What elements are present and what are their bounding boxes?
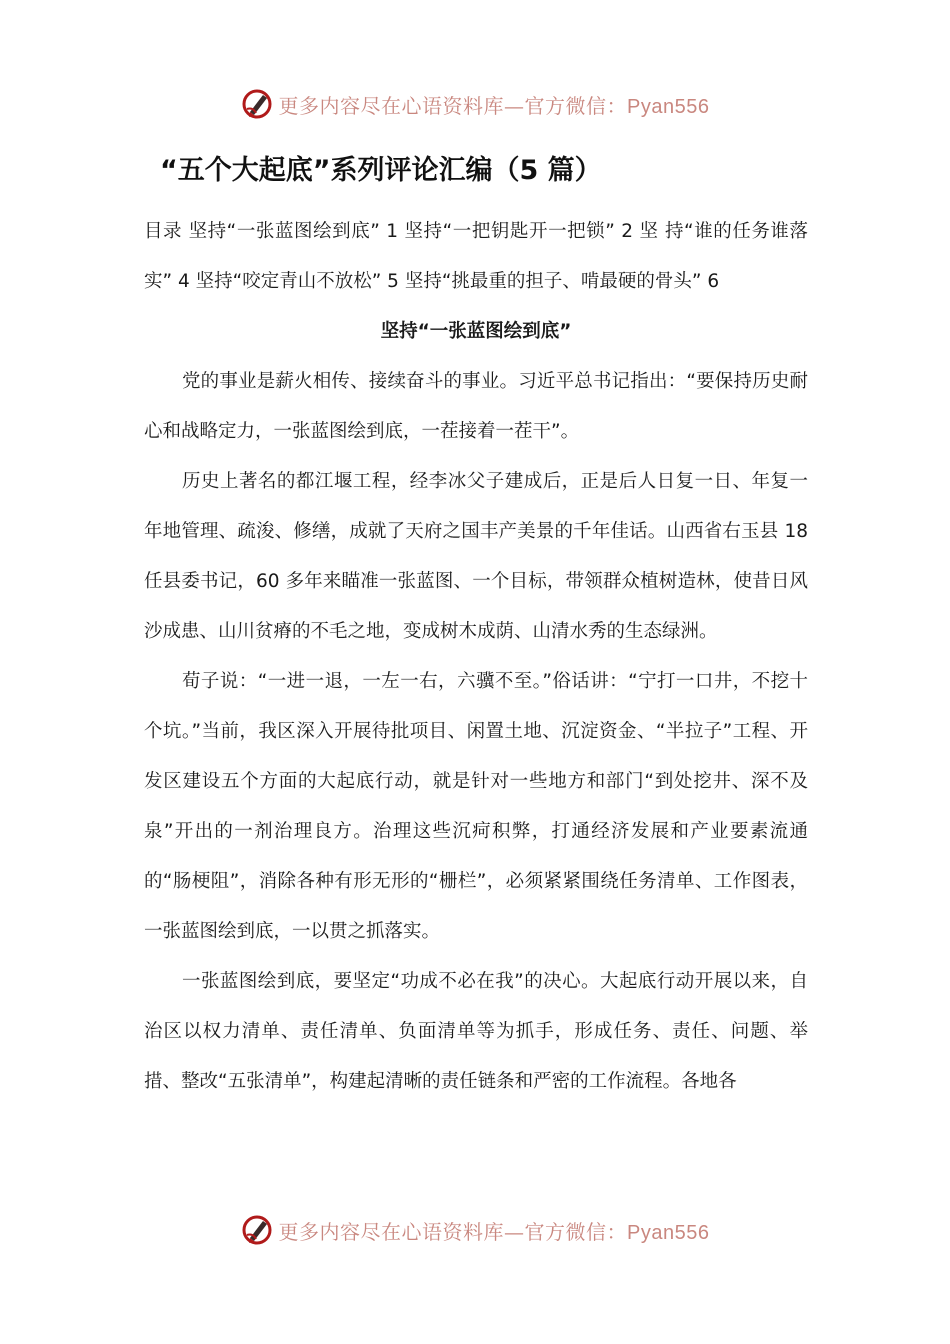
document-body xyxy=(144,207,808,1107)
header-banner-code: Pyan556 xyxy=(627,95,710,118)
paragraph-1: 党的事业是薪火相传、接续奋斗的事业。习近平总书记指出：“要保持历史耐心和战略定力，一张蓝图绘到底，一茬接着一茬干”。 xyxy=(144,371,808,442)
paragraph-2: 历史上著名的都江堰工程，经李冰父子建成后，正是后人日复一日、年复一年地管理、疏浚、修缮，成就了天府之国丰产美景的千年佳话。山西省右玉县 18 任县委书记，60 多年来瞄准一张蓝图、一个目标，带领群众植树造林，使昔日风沙成患、山川贫瘠的不毛之地，变成树木成荫、山清水秀的生态绿洲。 xyxy=(144,471,808,642)
table-of-contents: 目录 坚持“一张蓝图绘到底” 1 坚持“一把钥匙开一把锁” 2 坚 持“谁的任务谁落实” 4 坚持“咬定青山不放松” 5 坚持“挑最重的担子、啃最硬的骨头” 6 xyxy=(144,221,808,292)
header-banner-text: 更多内容尽在心语资料库—官方微信：Pyan556 xyxy=(278,93,710,118)
footer-banner xyxy=(0,1210,950,1250)
document-title: “五个大起底”系列评论汇编（5 篇） xyxy=(160,155,602,186)
pen-logo-icon xyxy=(241,87,275,121)
section-heading: 坚持“一张蓝图绘到底” xyxy=(380,321,572,342)
paragraph-3: 荀子说：“一进一退，一左一右，六骥不至。”俗话讲：“宁打一口井，不挖十个坑。”当前，我区深入开展待批项目、闲置土地、沉淀资金、“半拉子”工程、开发区建设五个方面的大起底行动，就是针对一些地方和部门“到处挖井、深不及泉”开出的一剂治理良方。治理这些沉疴积弊，打通经济发展和产业要素流通的“肠梗阻”，消除各种有形无形的“栅栏”，必须紧紧围绕任务清单、工作图表，一张蓝图绘到底，一以贯之抓落实。 xyxy=(144,671,808,942)
paragraph-4: 一张蓝图绘到底，要坚定“功成不必在我”的决心。大起底行动开展以来，自治区以权力清单、责任清单、负面清单等为抓手，形成任务、责任、问题、举措、整改“五张清单”，构建起清晰的责任链条和严密的工作流程。各地各 xyxy=(144,971,808,1092)
footer-banner-code: Pyan556 xyxy=(627,1221,710,1244)
footer-banner-text: 更多内容尽在心语资料库—官方微信：Pyan556 xyxy=(278,1219,710,1244)
pen-logo-icon xyxy=(241,1213,275,1247)
header-banner xyxy=(0,84,950,124)
